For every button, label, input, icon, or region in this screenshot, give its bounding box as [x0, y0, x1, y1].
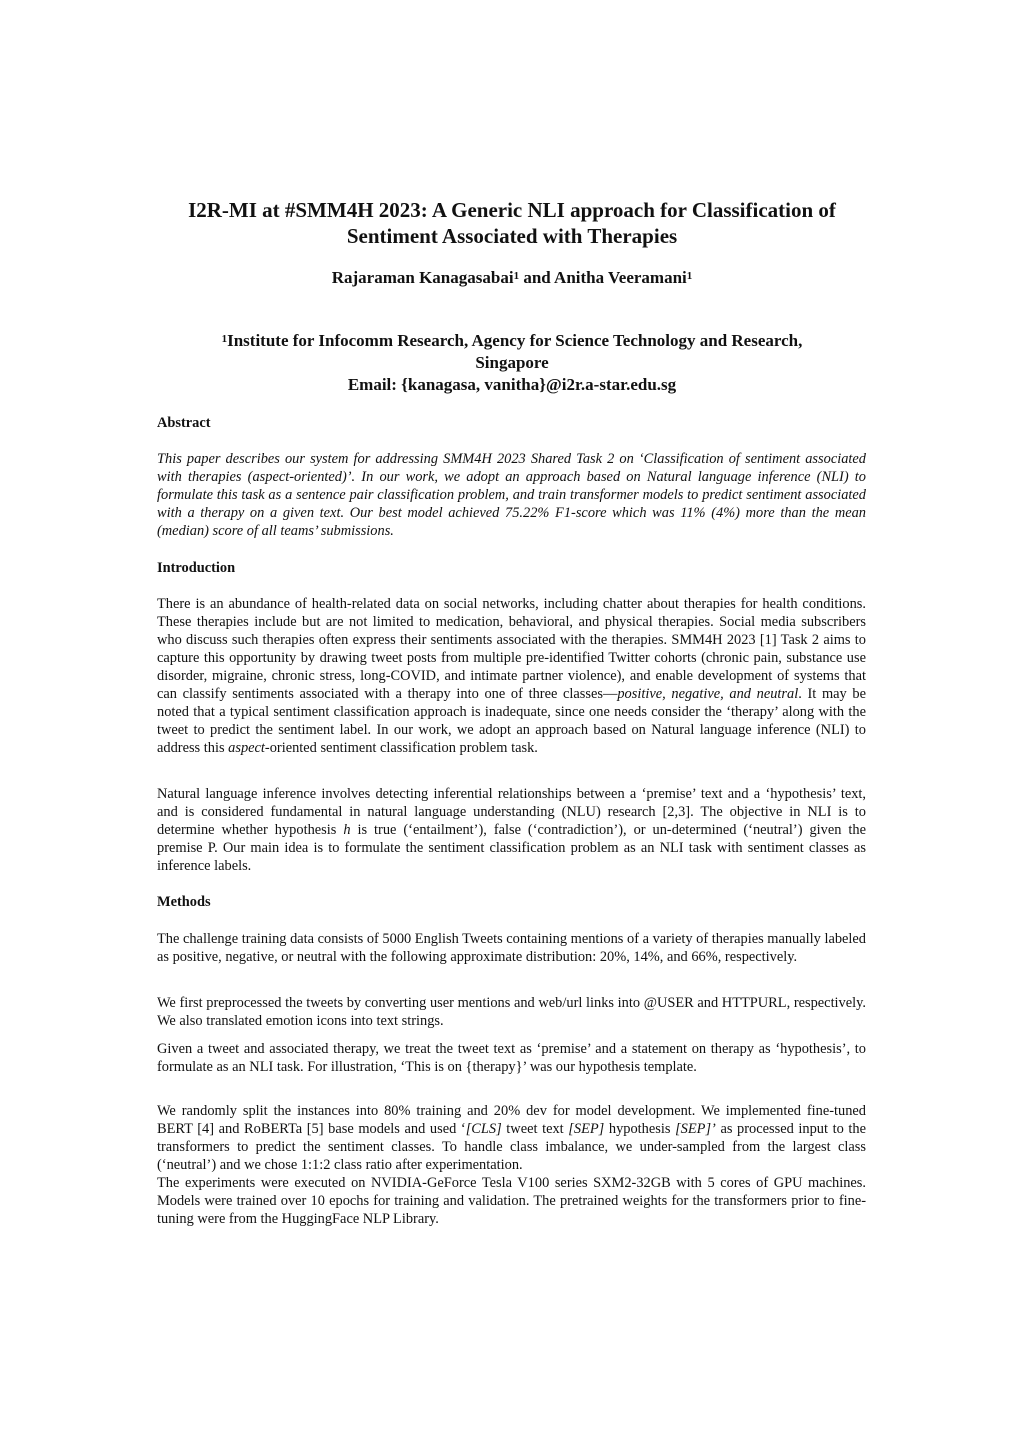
author-2-affiliation-mark: 1 [686, 270, 693, 282]
author-conjunction: and [519, 268, 555, 287]
introduction-paragraph-2 [157, 785, 866, 875]
sep-token-2: [SEP]’ [675, 1121, 716, 1137]
methods-paragraph-1: The challenge training data consists of 5000 English Tweets containing mentions of a variety of therapies manually labeled as positive, negative, or neutral with the following approximate distribution: 20%, 14%, and 66%, respectively. [157, 931, 866, 965]
methods-paragraph-5: The experiments were executed on NVIDIA-GeForce Tesla V100 series SXM2-32GB with 5 cores of GPU machines. Models were trained over 10 epochs for training and validation. The pretrained weights for the transformers prior to fine-tuning were from the HuggingFace NLP Library. [157, 1175, 866, 1227]
abstract-paragraph: This paper describes our system for addressing SMM4H 2023 Shared Task 2 on ‘Classification of sentiment associated with therapies (aspect-oriented)’. In our work, we adopt an approach based on Natural language inference (NLI) to formulate this task as a sentence pair classification problem, and train transformer models to predict sentiment associated with a therapy on a given text. Our best model achieved 75.22% F1-score which was 11% (4%) more than the mean (median) score of all teams’ submissions. [157, 451, 866, 539]
intro-p2-hypothesis-symbol: h [343, 822, 351, 838]
intro-p1-text-a: There is an abundance of health-related data on social networks, including chatter about therapies for health conditions. These therapies include but are not limited to medication, behavioral, and physical therapies. Social media subscribers who discuss such therapies often express their sentiments associated with the therapies. SMM4H 2023 [1] Task 2 aims to capture this opportunity by drawing tweet posts from multiple pre-identified Twitter cohorts (chronic pain, substance use disorder, migraine, chronic stress, long-COVID, and intimate partner violence), and enable development of systems that can classify sentiments associated with a therapy into one of three classes— [157, 596, 866, 702]
methods-p4-text-c: tweet text [501, 1121, 569, 1137]
intro-p1-classes-emphasis: positive, negative, and neutral [617, 686, 799, 702]
author-1-name: Rajaraman Kanagasabai [331, 268, 514, 287]
affiliation-line-1 [120, 330, 904, 352]
author-2-name: Anitha Veeramani [554, 268, 687, 287]
abstract-heading: Abstract [157, 415, 211, 431]
methods-p4-text-a: We randomly split the instances into 80% training and 20% dev for model development. We implemented fine-tuned BERT [4] and RoBERTa [5] base models and used ‘ [157, 1103, 866, 1137]
intro-p2-text-c: is true (‘entailment’), false (‘contradiction’), or un-determined (‘neutral’) given the premise P. Our main idea is to formulate the sentiment classification problem as an NLI task with sentiment classes as inference labels. [157, 822, 866, 874]
affiliation-line-2: Singapore [475, 353, 549, 372]
title-line-2: Sentiment Associated with Therapies [346, 224, 678, 248]
author-list [120, 266, 904, 290]
affiliation-institute: Institute for Infocomm Research, Agency for Science Technology and Research, [227, 331, 803, 350]
introduction-paragraph-1 [157, 595, 866, 757]
sep-token-1: [SEP] [568, 1121, 605, 1137]
title-line-1: I2R-MI at #SMM4H 2023: A Generic NLI approach for Classification of [188, 198, 836, 222]
methods-paragraph-4 [157, 1102, 866, 1174]
paper-title [120, 197, 904, 249]
contact-email: Email: {kanagasa, vanitha}@i2r.a-star.edu.sg [347, 375, 677, 394]
methods-p4-text-e: hypothesis [604, 1121, 676, 1137]
author-1-affiliation-mark: 1 [513, 270, 520, 282]
intro-p1-text-c: . It may be noted that a typical sentiment classification approach is inadequate, since one needs consider the ‘therapy’ along with the tweet to predict the sentiment label. In our work, we adopt an approach based on Natural language inference (NLI) to address this [157, 686, 866, 756]
methods-heading: Methods [157, 894, 211, 910]
affiliation-block [120, 330, 904, 396]
methods-paragraph-3: Given a tweet and associated therapy, we treat the tweet text as ‘premise’ and a statement on therapy as ‘hypothesis’, to formulate as an NLI task. For illustration, ‘This is on {therapy}’ was our hypothesis template. [157, 1041, 866, 1075]
intro-p1-aspect-emphasis: aspect [228, 740, 265, 756]
intro-p1-text-e: -oriented sentiment classification problem task. [264, 740, 538, 756]
intro-p2-text-a: Natural language inference involves detecting inferential relationships between a ‘premise’ text and a ‘hypothesis’ text, and is considered fundamental in natural language understanding (NLU) research [2,3]. The objective in NLI is to determine whether hypothesis [157, 786, 866, 838]
methods-p4-text-g: as processed input to the transformers to predict the sentiment classes. To handle class imbalance, we under-sampled from the largest class (‘neutral’) and we chose 1:1:2 class ratio after experimentation. [157, 1121, 866, 1173]
introduction-heading: Introduction [157, 560, 236, 576]
affiliation-mark: 1 [221, 333, 228, 345]
methods-paragraph-2: We first preprocessed the tweets by converting user mentions and web/url links into @USER and HTTPURL, respectively. We also translated emotion icons into text strings. [157, 995, 866, 1029]
cls-token: [CLS] [465, 1121, 502, 1137]
